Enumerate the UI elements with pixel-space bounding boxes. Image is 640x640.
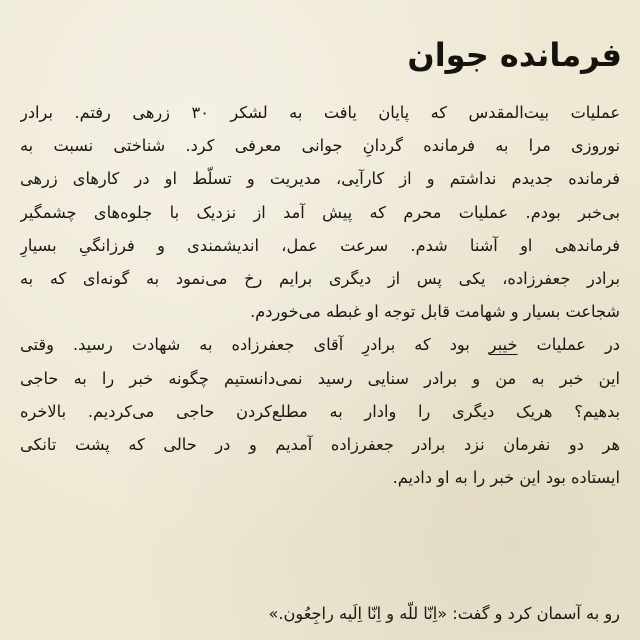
text-segment: در عملیات: [517, 335, 620, 355]
text-line: فرماندهی او آشنا شدم. سرعت عمل، اندیشمندی و فرزانگیِ بسیارِ: [20, 235, 620, 255]
text-line: این خبر به من و برادر سنایی رسید نمی‌دانستیم چگونه خبر را به حاجی: [20, 368, 620, 388]
body-text: [20, 96, 620, 494]
text-line: ایستاده بود این خبر را به او دادیم.: [392, 468, 620, 488]
page-title: فرمانده جوان: [407, 36, 622, 75]
text-line: برادر جعفرزاده، یکی پس از دیگری برایم رخ می‌نمود به گونه‌ای که به: [20, 268, 620, 288]
text-line: فرمانده جدیدم نداشتم و از کارآیی، مدیریت و تسلّط او در کارهای زرهی: [20, 169, 620, 189]
text-line: بی‌خبر بودم. عملیات محرم که پیش آمد از نزدیک با جلوه‌های چشمگیر: [20, 202, 620, 222]
text-line: نوروزی مرا به فرمانده گردانِ جوانی معرفی کرد. شناختی نسبت به: [20, 136, 620, 156]
quote-line: رو به آسمان کرد و گفت: «اِنّا للّه و اِنّا اِلَیه راجِعُون.»: [268, 604, 620, 623]
text-line: هر دو نفرمان نزد برادر جعفرزاده آمدیم و در حالی که پشت تانکی: [20, 434, 620, 454]
text-line: [20, 328, 620, 361]
underlined-word: خیبر: [488, 335, 518, 355]
text-line: شجاعت بسیار و شهامت قابل توجه او غبطه می‌خوردم.: [250, 302, 620, 322]
text-line: عملیات بیت‌المقدس که پایان یافت به لشکر ۳۰ زرهی رفتم. برادر: [20, 103, 620, 122]
text-segment: بود که برادرِ آقای جعفرزاده به شهادت رسید. وقتی: [20, 335, 489, 355]
text-line: بدهیم؟ هریک دیگری را وادار به مطلع‌کردن حاجی می‌کردیم. بالاخره: [20, 401, 620, 421]
